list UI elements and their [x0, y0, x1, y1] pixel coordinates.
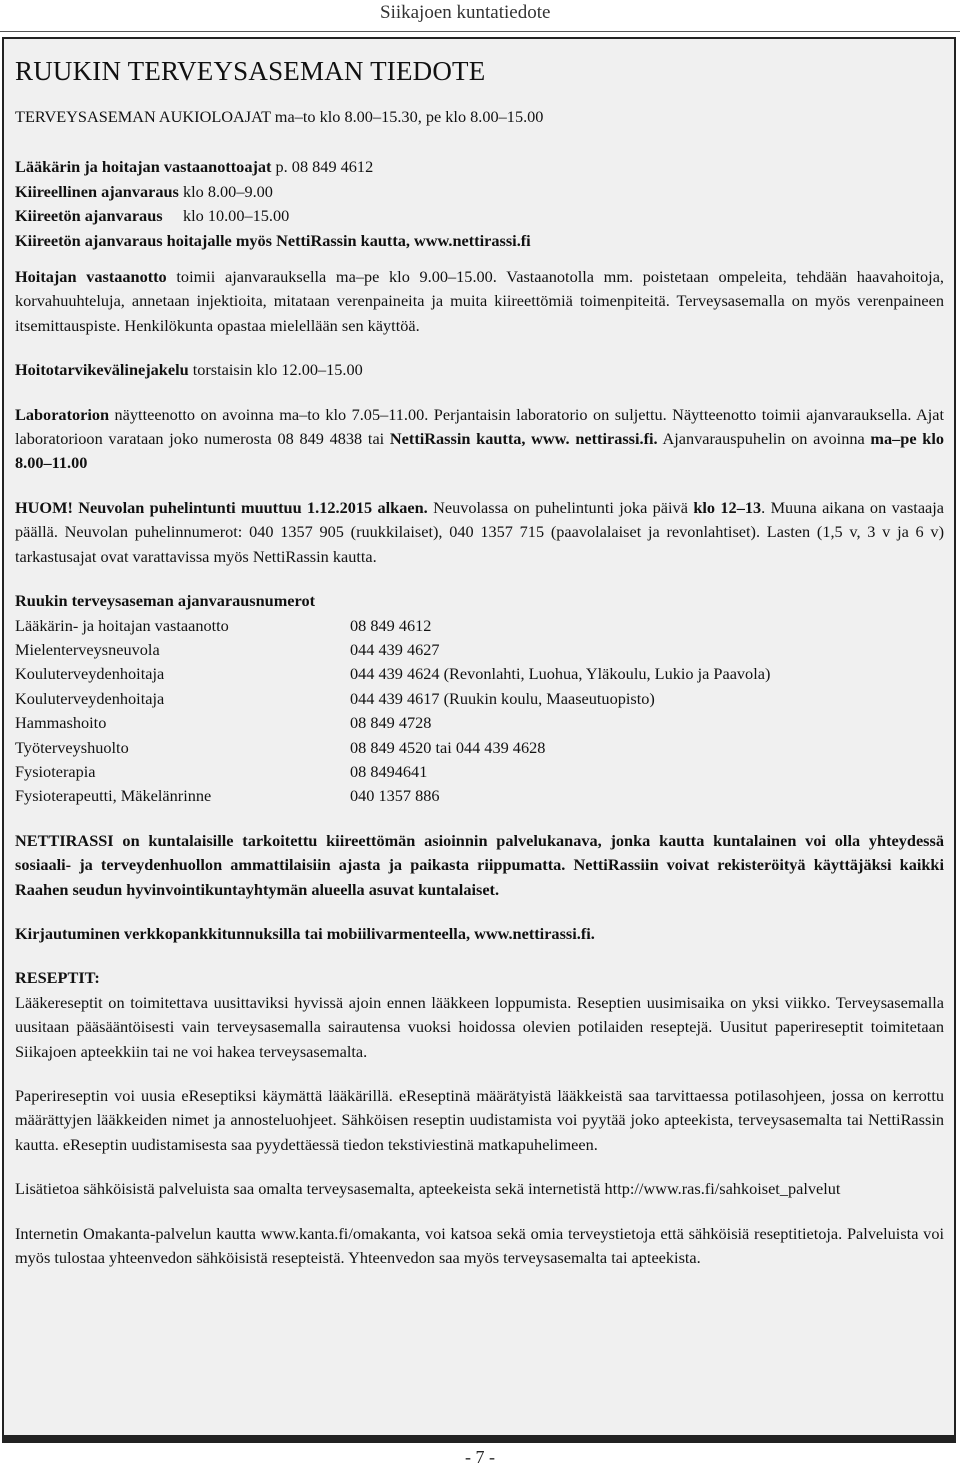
row-name: Työterveyshuolto [15, 737, 129, 757]
row-number: 044 439 4624 (Revonlahti, Luohua, Yläkoulu, Lukio ja Paavola) [350, 664, 771, 684]
row-number: 040 1357 886 [350, 786, 440, 806]
header-rule [0, 31, 960, 32]
row-name: Kouluterveydenhoitaja [15, 664, 165, 684]
nurse-paragraph [15, 265, 944, 338]
nettirassi-paragraph [15, 829, 944, 902]
nettirassi-text: NETTIRASSI on kuntalaisille tarkoitettu kiireettömän asioinnin palvelukanava, jonka kautta kuntalainen voi olla yhteydessä sosiaali- ja terveydenhuollon ammattilaisiin ajasta ja paikasta riippumatta. NettiRassiin voivat rekisteröityä käyttäjäksi kaikki Raahen seudun hyvinvointikuntayhtymän alueella asuvat kuntalaiset. [15, 830, 944, 899]
lab-nettirassi: NettiRassin kautta, www. nettirassi.fi. [389, 429, 658, 449]
supplies-text: torstaisin klo 12.00–15.00 [188, 360, 363, 380]
row-number: 08 849 4612 [350, 615, 432, 635]
row-name: Fysioterapeutti, Mäkelänrinne [15, 786, 212, 806]
table-row [15, 614, 944, 638]
prescriptions-heading [15, 966, 944, 990]
nurse-label: Hoitajan vastaanotto [15, 267, 167, 287]
appointments-label-1: Lääkärin ja hoitajan vastaanottoajat [15, 157, 272, 177]
numbers-heading [15, 589, 944, 613]
table-row [15, 760, 944, 784]
notice-bold-2: klo 12–13 [693, 497, 762, 517]
lab-phone-hours: ma–pe klo 8.00–11.00 [15, 429, 944, 473]
row-name: Hammashoito [15, 713, 107, 733]
notice-box [2, 37, 956, 1443]
login-paragraph [15, 922, 944, 946]
prescriptions-p1: Lääkereseptit on toimitettava uusittaviksi hyvissä ajoin ennen lääkkeen loppumista. Reseptien uusimisaika on yksi viikko. Terveysasemalla uusitaan pääsääntöisesti vain terveysasemalla sairautensa vuoksi hoidossa olevien potilaiden reseptejä. Uusitut paperireseptit toimitetaan Siikajoen apteekkiin tai ne voi hakea terveysasemalta. [15, 992, 944, 1061]
notice-bold-1: HUOM! Neuvolan puhelintunti muuttuu 1.12.2015 alkaen. [15, 497, 428, 517]
table-row [15, 662, 944, 686]
appointments-line-3 [15, 204, 944, 228]
row-name: Kouluterveydenhoitaja [15, 688, 165, 708]
opening-hours-text: TERVEYSASEMAN AUKIOLOAJAT ma–to klo 8.00–15.30, pe klo 8.00–15.00 [15, 107, 544, 126]
appointments-line-1 [15, 155, 944, 179]
page-number: - 7 - [465, 1447, 495, 1467]
table-row [15, 736, 944, 760]
appointments-line-4 [15, 229, 944, 253]
login-text: Kirjautuminen verkkopankkitunnuksilla tai mobiilivarmenteella, www.nettirassi.fi. [15, 923, 595, 943]
appointments-label-4: Kiireetön ajanvaraus hoitajalle myös NettiRassin kautta, www.nettirassi.fi [15, 230, 531, 250]
page-title: RUUKIN TERVEYSASEMAN TIEDOTE [15, 56, 486, 86]
appointments-value-2: klo 8.00–9.00 [178, 181, 273, 201]
appointments-line-2 [15, 180, 944, 204]
appointments-label-3: Kiireetön ajanvaraus [15, 206, 163, 226]
notice-text-1: Neuvolassa on puhelintunti joka päivä [427, 497, 694, 517]
row-number: 08 849 4520 tai 044 439 4628 [350, 737, 546, 757]
lab-text-2: Ajanvarauspuhelin on avoinna [657, 429, 871, 449]
lab-paragraph [15, 403, 944, 476]
row-name: Fysioterapia [15, 761, 96, 781]
lab-text-1: näytteenotto on avoinna ma–to klo 7.05–11.00. Perjantaisin laboratorio on suljettu. Näytteenotto toimii ajanvarauksella. Ajat laboratorioon varataan joko numerosta 08 849 4838 tai [15, 404, 944, 449]
table-row [15, 687, 944, 711]
table-row [15, 711, 944, 735]
supplies-label: Hoitotarvikevälinejakelu [15, 360, 189, 380]
supplies-paragraph [15, 358, 944, 382]
nurse-text: toimii ajanvarauksella ma–pe klo 9.00–15.00. Vastaanotolla mm. poistetaan ompeleita, tehdään haavahoitoja, korvahuuhteluja, annetaan injektioita, mitataan verenpaineita ja muita kiireettömiä toimenpiteitä. Terveysasemalla on myös verenpaineen itsemittauspiste. Henkilökunta opastaa mielellään sen käyttöä. [15, 267, 944, 335]
numbers-heading-text: Ruukin terveysaseman ajanvarausnumerot [15, 591, 316, 611]
row-number: 08 8494641 [350, 761, 428, 781]
notice-text-2: . Muuna aikana on vastaaja päällä. Neuvolan puhelinnumerot: 040 1357 905 (ruukkilaiset), 040 1357 715 (paavolalaiset ja revonlahtiset). Lasten (1,5 v, 3 v ja 6 v) tarkastusajat ovat varattavissa myös NettiRassin kautta. [15, 497, 945, 566]
prescriptions-heading-text: RESEPTIT: [15, 968, 100, 988]
row-name: Lääkärin- ja hoitajan vastaanotto [15, 615, 229, 635]
opening-hours [15, 105, 944, 129]
prescriptions-p2: Paperireseptin voi uusia eReseptiksi käymättä lääkärillä. eReseptinä määrätyistä lääkkeistä saa tarvittaessa potilasohjeen, jossa on kerrottu määrättyjen lääkkeiden nimet ja annosteluohjeet. Sähköisen reseptin uudistamista voi pyytää joko apteekista, terveysasemalta tai NettiRassin kautta. eReseptin uudistamisesta saa pyydettäessä tiedon tekstiviestinä matkapuhelimeen. [15, 1086, 944, 1154]
appointments-value-3: klo 10.00–15.00 [162, 206, 290, 226]
page-header [0, 0, 960, 32]
row-number: 08 849 4728 [350, 713, 432, 733]
row-name: Mielenterveysneuvola [15, 639, 160, 659]
publication-title: Siikajoen kuntatiedote [380, 2, 551, 23]
lab-label: Laboratorion [15, 404, 110, 424]
notice-paragraph [15, 496, 944, 569]
prescriptions-p4: Internetin Omakanta-palvelun kautta www.kanta.fi/omakanta, voi katsoa sekä omia terveystietoja että sähköisiä reseptitietoja. Palveluista voi myös tulostaa yhteenvedon sähköisistä resepteistä. Yhteenvedon saa myös terveysasemalta tai apteekista. [15, 1223, 944, 1268]
row-number: 044 439 4617 (Ruukin koulu, Maaseutuopisto) [350, 688, 655, 708]
appointments-value-1: p. 08 849 4612 [271, 157, 374, 177]
row-number: 044 439 4627 [350, 639, 440, 659]
prescriptions-p3: Lisätietoa sähköisistä palveluista saa omalta terveysasemalta, apteekeista sekä internetistä http://www.ras.fi/sahkoiset_palvelut [15, 1179, 841, 1199]
table-row [15, 638, 944, 662]
numbers-table [15, 614, 944, 809]
appointments-label-2: Kiireellinen ajanvaraus [15, 181, 179, 201]
table-row [15, 784, 944, 808]
